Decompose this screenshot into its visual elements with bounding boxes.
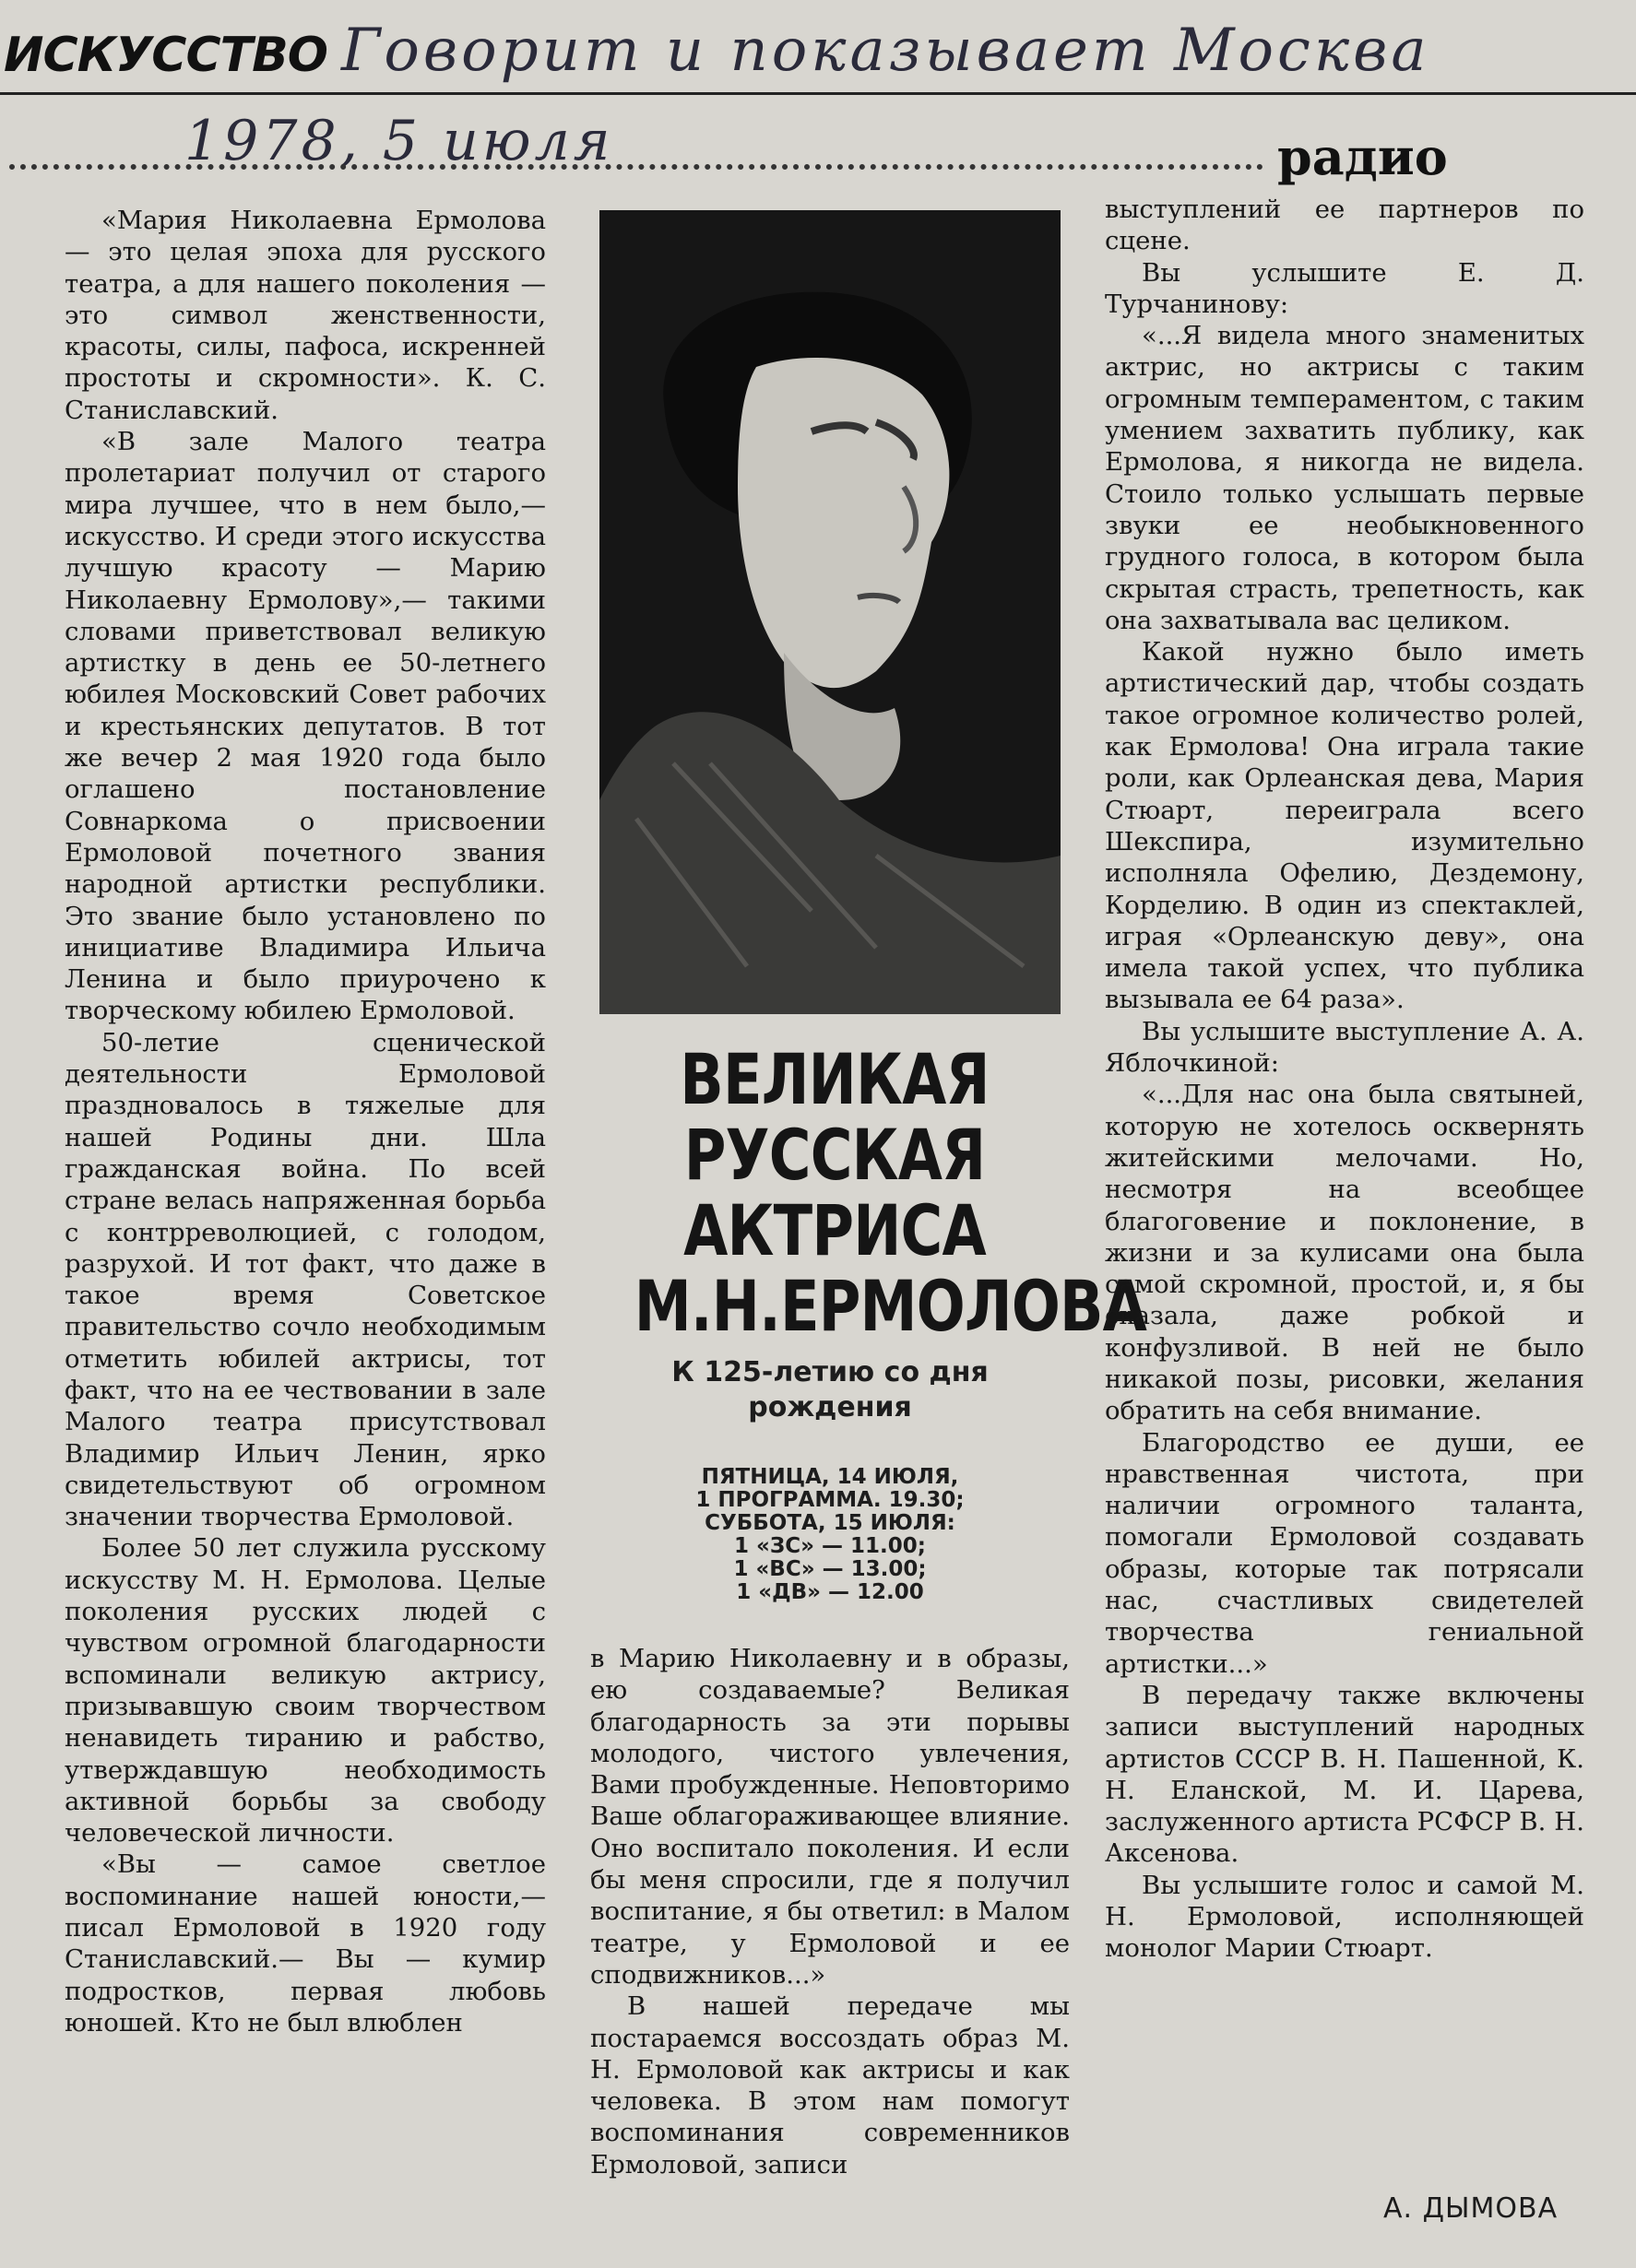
subheadline: К 125-летию со дня рождения — [671, 1356, 989, 1423]
headline — [634, 1038, 1147, 1347]
headline-line: М.Н.ЕРМОЛОВА — [634, 1265, 1147, 1347]
schedule-line: 1 «ВС» — 13.00; — [733, 1557, 927, 1581]
handwritten-title: Говорит и показывает Москва — [341, 17, 1430, 85]
paragraph: «Мария Николаевна Ермолова — это целая эпоха для русского театра, а для нашего поколения — это символ женственности, красоты, силы, пафоса, искренней простоты и скромности». К. С. Станиславский. — [65, 206, 546, 425]
rubric-label: ИСКУССТВО — [4, 28, 327, 83]
schedule-line: 1 ПРОГРАММА. 19.30; — [695, 1488, 965, 1512]
paragraph: 50-летие сценической деятельности Ермоловой праздновалось в тяжелые для нашей Родины дни. Шла гражданская война. По всей стране велась напряженная борьба с контрреволюцией, с голодом, разрухой. И тот факт, что даже в такое время Советское правительство сочло необходимым отметить юбилей актрисы, тот факт, что на ее чествовании в зале Малого театра присутствовал Владимир Ильич Ленин, ярко свидетельствуют об огромном значении творчества Ермоловой. — [65, 1027, 546, 1532]
paragraph: Более 50 лет служила русскому искусству М. Н. Ермолова. Целые поколения русских людей с чувством огромной благодарности вспоминали великую актрису, призывавшую своим творчеством ненавидеть тиранию и рабство, утверждавшую необходимость активной борьбы за свободу человеческой личности. — [65, 1533, 546, 1849]
paragraph: Вы услышите Е. Д. Турчанинову: — [1105, 257, 1584, 319]
handwritten-date: 1978, 5 июля — [184, 109, 614, 173]
paragraph: «...Я видела много знаменитых актрис, но актрисы с таким огромным темпераментом, с таким умением захватить публику, как Ермолова, я никогда не видела. Стоило только услышать первые звуки ее необыкновенного грудного голоса, в котором была скрытая страсть, трепетность, как она захватывала вас целиком. — [1105, 321, 1584, 635]
dotted-divider — [9, 164, 1263, 170]
paragraph: Какой нужно было иметь артистический дар, чтобы создать такое огромное количество ролей, как Ермолова! Она играла такие роли, как Орлеанская дева, Мария Стюарт, переиграла всего Шекспира, изумительно исполняла Офелию, Дездемону, Корделию. В один из спектаклей, играя «Орлеанскую деву», она имела такой успех, что публика вызывала ее 64 раза». — [1105, 637, 1584, 1015]
portrait-photo-icon — [599, 210, 1061, 1014]
article-column-3 — [1105, 194, 1584, 1965]
paragraph: выступлений ее партнеров по сцене. — [1105, 195, 1584, 256]
schedule-line: 1 «ДВ» — 12.00 — [736, 1580, 924, 1604]
paragraph: «Вы — самое светлое воспоминание нашей юности,— писал Ермоловой в 1920 году Станиславский.— Вы — кумир подростков, первая любовь юношей. Кто не был влюблен — [65, 1849, 546, 2038]
paragraph: Благородство ее души, ее нравственная чистота, при наличии огромного таланта, помогали Ермоловой создавать образы, которые так потрясали нас, счастливых свидетелей творчества гениальной артистки...» — [1105, 1427, 1584, 1679]
section-label: радио — [1277, 127, 1448, 186]
schedule-line: СУББОТА, 15 ИЮЛЯ: — [705, 1511, 955, 1535]
paragraph: В нашей передаче мы постараемся воссоздать образ М. Н. Ермоловой как актрисы и как человека. В этом нам помогут воспоминания современников Ермоловой, записи — [590, 1991, 1070, 2179]
paragraph: «В зале Малого театра пролетариат получил от старого мира лучшее, что в нем было,—искусство. И среди этого искусства лучшую красоту — Марию Николаевну Ермолову»,— такими словами приветствовал великую артистку в день ее 50-летнего юбилея Московский Совет рабочих и крестьянских депутатов. В тот же вечер 2 мая 1920 года было оглашено постановление Совнаркома о присвоении Ермоловой почетного звания народной артистки республики. Это звание было установлено по инициативе Владимира Ильича Ленина и было приурочено к творческому юбилею Ермоловой. — [65, 427, 546, 1026]
paragraph: В передачу также включены записи выступлений народных артистов СССР В. Н. Пашенной, К. Н. Еланской, М. И. Царева, заслуженного артиста РСФСР В. Н. Аксенова. — [1105, 1680, 1584, 1869]
headline-line: АКТРИСА — [683, 1189, 986, 1271]
paragraph: Вы услышите выступление А. А. Яблочкиной: — [1105, 1016, 1584, 1079]
schedule-line: 1 «ЗС» — 11.00; — [734, 1534, 926, 1558]
author-signature: А. ДЫМОВА — [1383, 2192, 1559, 2225]
schedule-line: ПЯТНИЦА, 14 ИЮЛЯ, — [701, 1465, 959, 1489]
headline-line: ВЕЛИКАЯ РУССКАЯ — [680, 1038, 990, 1196]
article-column-1 — [65, 205, 546, 2038]
paragraph: в Марию Николаевну и в образы, ею создаваемые? Великая благодарность за эти порывы молодого, чистого увлечения, Вами пробужденные. Неповторимо Ваше облагораживающее влияние. Оно воспитало поколения. И если бы меня спросили, где я получил воспитание, я бы ответил: в Малом театре, у Ермоловой и ее сподвижников...» — [590, 1644, 1070, 1990]
paragraph: Вы услышите голос и самой М. Н. Ермоловой, исполняющей монолог Марии Стюарт. — [1105, 1870, 1584, 1964]
paragraph: «...Для нас она была святыней, которую не хотелось осквернять житейскими мелочами. Но, несмотря на всеобщее благоговение и поклонение, в жизни и за кулисами она была самой скромной, простой, и, я бы сказала, даже робкой и конфузливой. В ней не было никакой позы, рисовки, желания обратить на себя внимание. — [1105, 1080, 1584, 1426]
portrait-photo — [599, 210, 1061, 1014]
broadcast-schedule — [646, 1466, 1014, 1604]
header-rule — [0, 92, 1636, 95]
article-column-2 — [590, 1643, 1070, 2180]
